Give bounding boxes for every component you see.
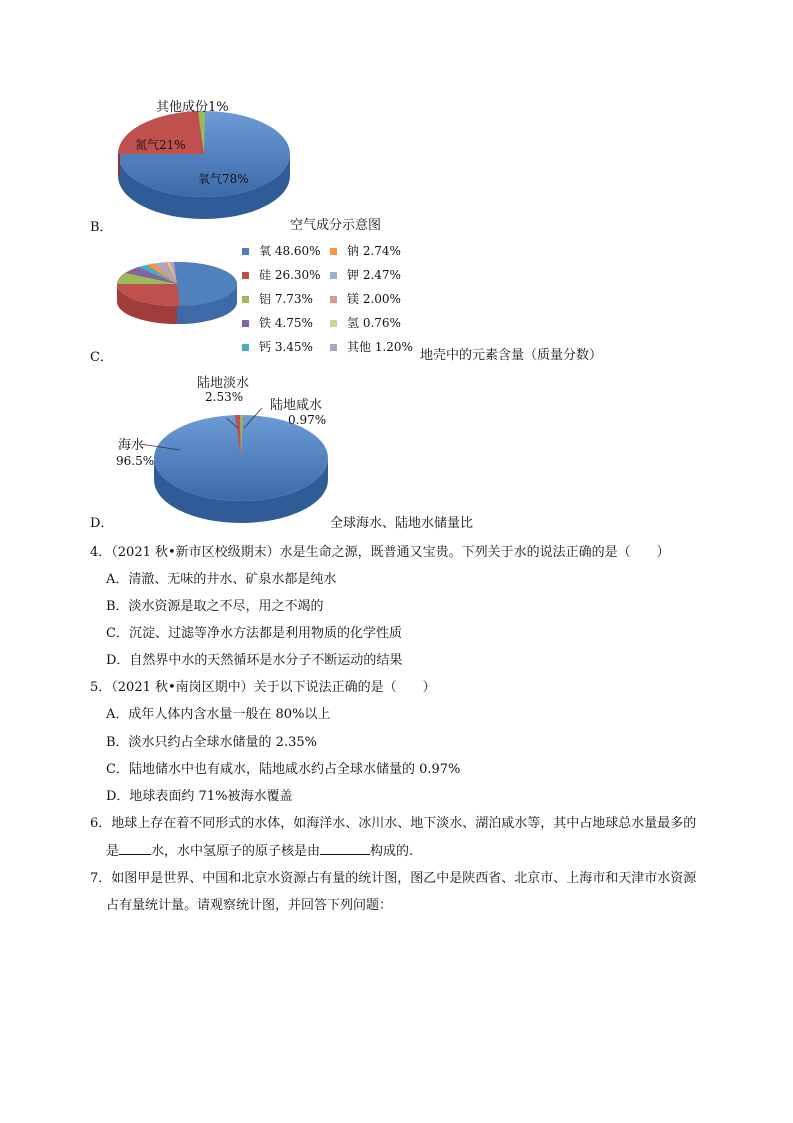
label-oxygen-b: 氧气78%: [198, 172, 249, 186]
q5-option-d: D．地球表面约 71%被海水覆盖: [106, 789, 293, 804]
q6-text-b: 水，水中氢原子的原子核是由: [151, 844, 321, 859]
option-b: B．: [90, 220, 113, 235]
label-freshwater-name: 陆地淡水: [197, 376, 250, 391]
caption-d: 全球海水、陆地水储量比: [330, 516, 474, 531]
legend-item: 氢 0.76%: [330, 314, 401, 331]
label-nitrogen-b: 氮气21%: [135, 138, 186, 152]
label-seawater-pct: 96.5%: [116, 454, 155, 468]
q6-blank-1[interactable]: [119, 842, 151, 855]
legend-item: 铁 4.75%: [242, 314, 313, 331]
legend-swatch: [242, 344, 249, 351]
legend-item: 氧 48.60%: [242, 242, 321, 259]
q6-line1: 6．地球上存在着不同形式的水体，如海洋水、冰川水、地下淡水、湖泊咸水等，其中占地球总水量最多的: [90, 816, 697, 831]
chart-d-pie: [0, 370, 400, 532]
legend-swatch: [330, 272, 337, 279]
q6-blank-2[interactable]: [320, 842, 370, 855]
q6-line2: [106, 840, 413, 859]
q4-option-d: D．自然界中水的天然循环是水分子不断运动的结果: [106, 653, 403, 668]
q7-line2: 占有量统计量。请观察统计图，并回答下列问题：: [106, 898, 393, 913]
chart-d: [0, 370, 793, 532]
legend-item: 铝 7.73%: [242, 290, 313, 307]
label-saltwater-pct: 0.97%: [288, 413, 327, 427]
chart-b: [0, 90, 793, 240]
legend-swatch: [330, 248, 337, 255]
legend-swatch: [242, 320, 249, 327]
q6-text-c: 构成的.: [370, 844, 414, 859]
q5-option-b: B．淡水只约占全球水储量的 2.35%: [106, 735, 317, 750]
label-seawater-name: 海水: [118, 438, 145, 453]
legend-swatch: [330, 320, 337, 327]
q4-stem: 4．（2021 秋•新市区校级期末）水是生命之源，既普通又宝贵。下列关于水的说法正确的是（ ）: [90, 545, 670, 560]
chart-c: [0, 236, 793, 366]
legend-swatch: [330, 344, 337, 351]
label-other-b: 其他成份1%: [156, 100, 229, 115]
caption-b: 空气成分示意图: [290, 218, 382, 233]
label-freshwater-pct: 2.53%: [205, 390, 244, 404]
legend-item: 硅 26.30%: [242, 266, 321, 283]
legend-item: 钙 3.45%: [242, 338, 313, 355]
q6-text-a: 是: [106, 844, 120, 859]
legend-swatch: [330, 296, 337, 303]
q4-option-c: C．沉淀、过滤等净水方法都是利用物质的化学性质: [106, 626, 402, 641]
legend-item: 钾 2.47%: [330, 266, 401, 283]
option-c: C．: [90, 350, 113, 365]
label-saltwater-name: 陆地咸水: [270, 398, 323, 413]
q5-option-a: A．成年人体内含水量一般在 80%以上: [106, 707, 331, 722]
legend-item: 钠 2.74%: [330, 242, 401, 259]
legend-item: 其他 1.20%: [330, 338, 413, 355]
q5-stem: 5．（2021 秋•南岗区期中）关于以下说法正确的是（ ）: [90, 680, 436, 695]
legend-swatch: [242, 272, 249, 279]
option-d: D．: [90, 516, 114, 531]
chart-c-pie: [0, 256, 240, 366]
slice-nitrogen-b-side: [118, 154, 120, 176]
q4-option-b: B．淡水资源是取之不尽，用之不竭的: [106, 599, 324, 614]
legend-swatch: [242, 296, 249, 303]
legend-item: 镁 2.00%: [330, 290, 401, 307]
q4-option-a: A．清澈、无味的井水、矿泉水都是纯水: [106, 572, 337, 587]
caption-c: 地壳中的元素含量（质量分数）: [420, 348, 603, 363]
legend-swatch: [242, 248, 249, 255]
q5-option-c: C．陆地储水中也有咸水，陆地咸水约占全球水储量的 0.97%: [106, 762, 461, 777]
q7-line1: 7．如图甲是世界、中国和北京水资源占有量的统计图，图乙中是陕西省、北京市、上海市和天津市水资源: [90, 871, 697, 886]
